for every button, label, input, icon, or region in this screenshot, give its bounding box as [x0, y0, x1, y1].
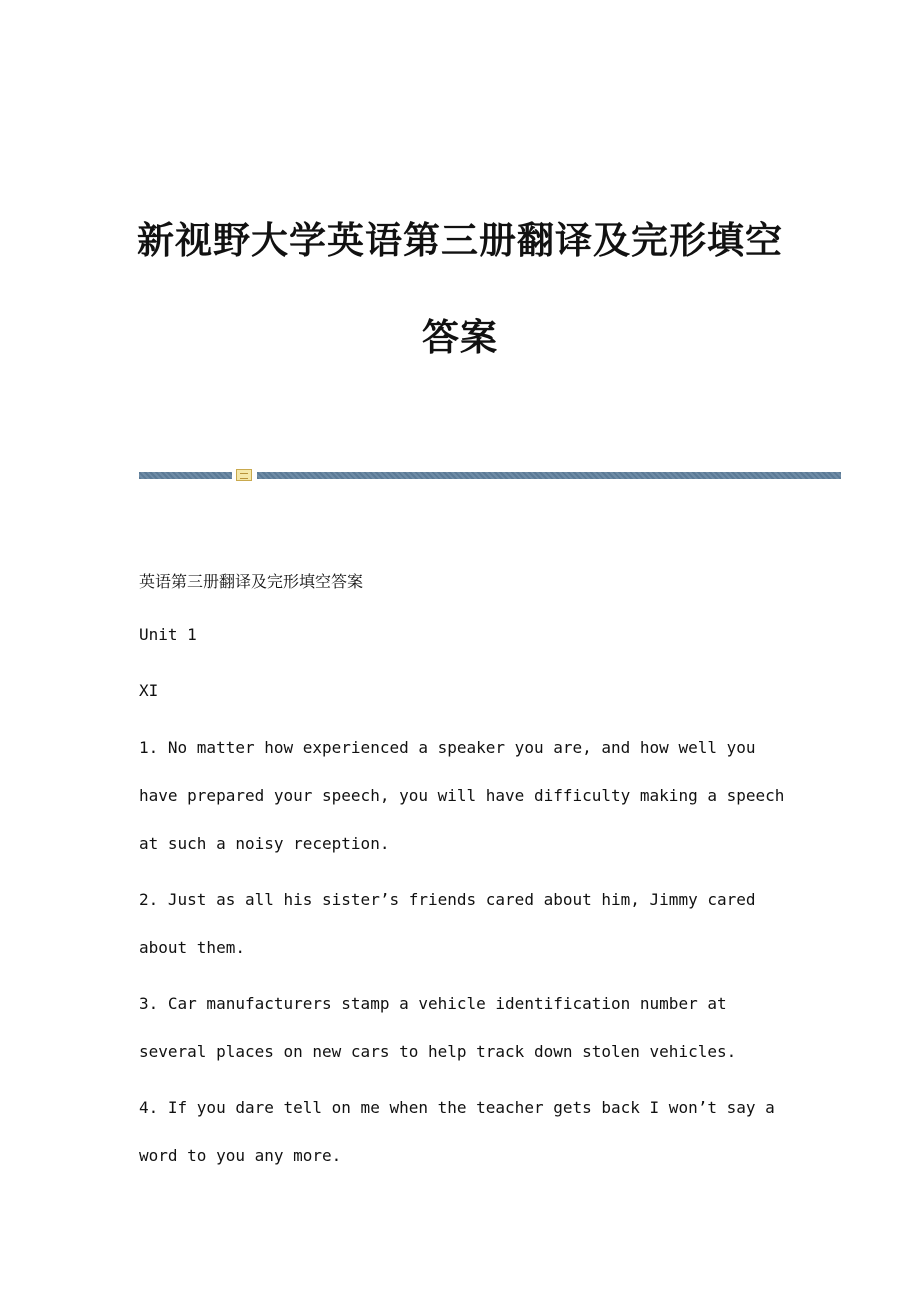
decorative-divider	[139, 468, 841, 482]
divider-bar-left	[139, 472, 232, 479]
answer-item-3: 3. Car manufacturers stamp a vehicle identification number at several places on new cars to help track down stolen vehicles.	[139, 994, 737, 1061]
answer-item-1: 1. No matter how experienced a speaker you are, and how well you have prepared your speech, you will have difficulty making a speech at such a noisy reception.	[139, 738, 785, 853]
answer-item-2: 2. Just as all his sister’s friends cared about him, Jimmy cared about them.	[139, 890, 756, 957]
document-title-line-2: 答案	[422, 315, 498, 359]
answer-item-4: 4. If you dare tell on me when the teacher gets back I won’t say a word to you any more.	[139, 1098, 775, 1165]
document-subtitle: 英语第三册翻译及完形填空答案	[139, 572, 364, 591]
document-title-line-1: 新视野大学英语第三册翻译及完形填空	[137, 218, 783, 262]
section-heading: XI	[139, 681, 159, 700]
divider-ornament-icon	[236, 469, 252, 481]
divider-bar-right	[257, 472, 841, 479]
unit-heading: Unit 1	[139, 625, 197, 644]
